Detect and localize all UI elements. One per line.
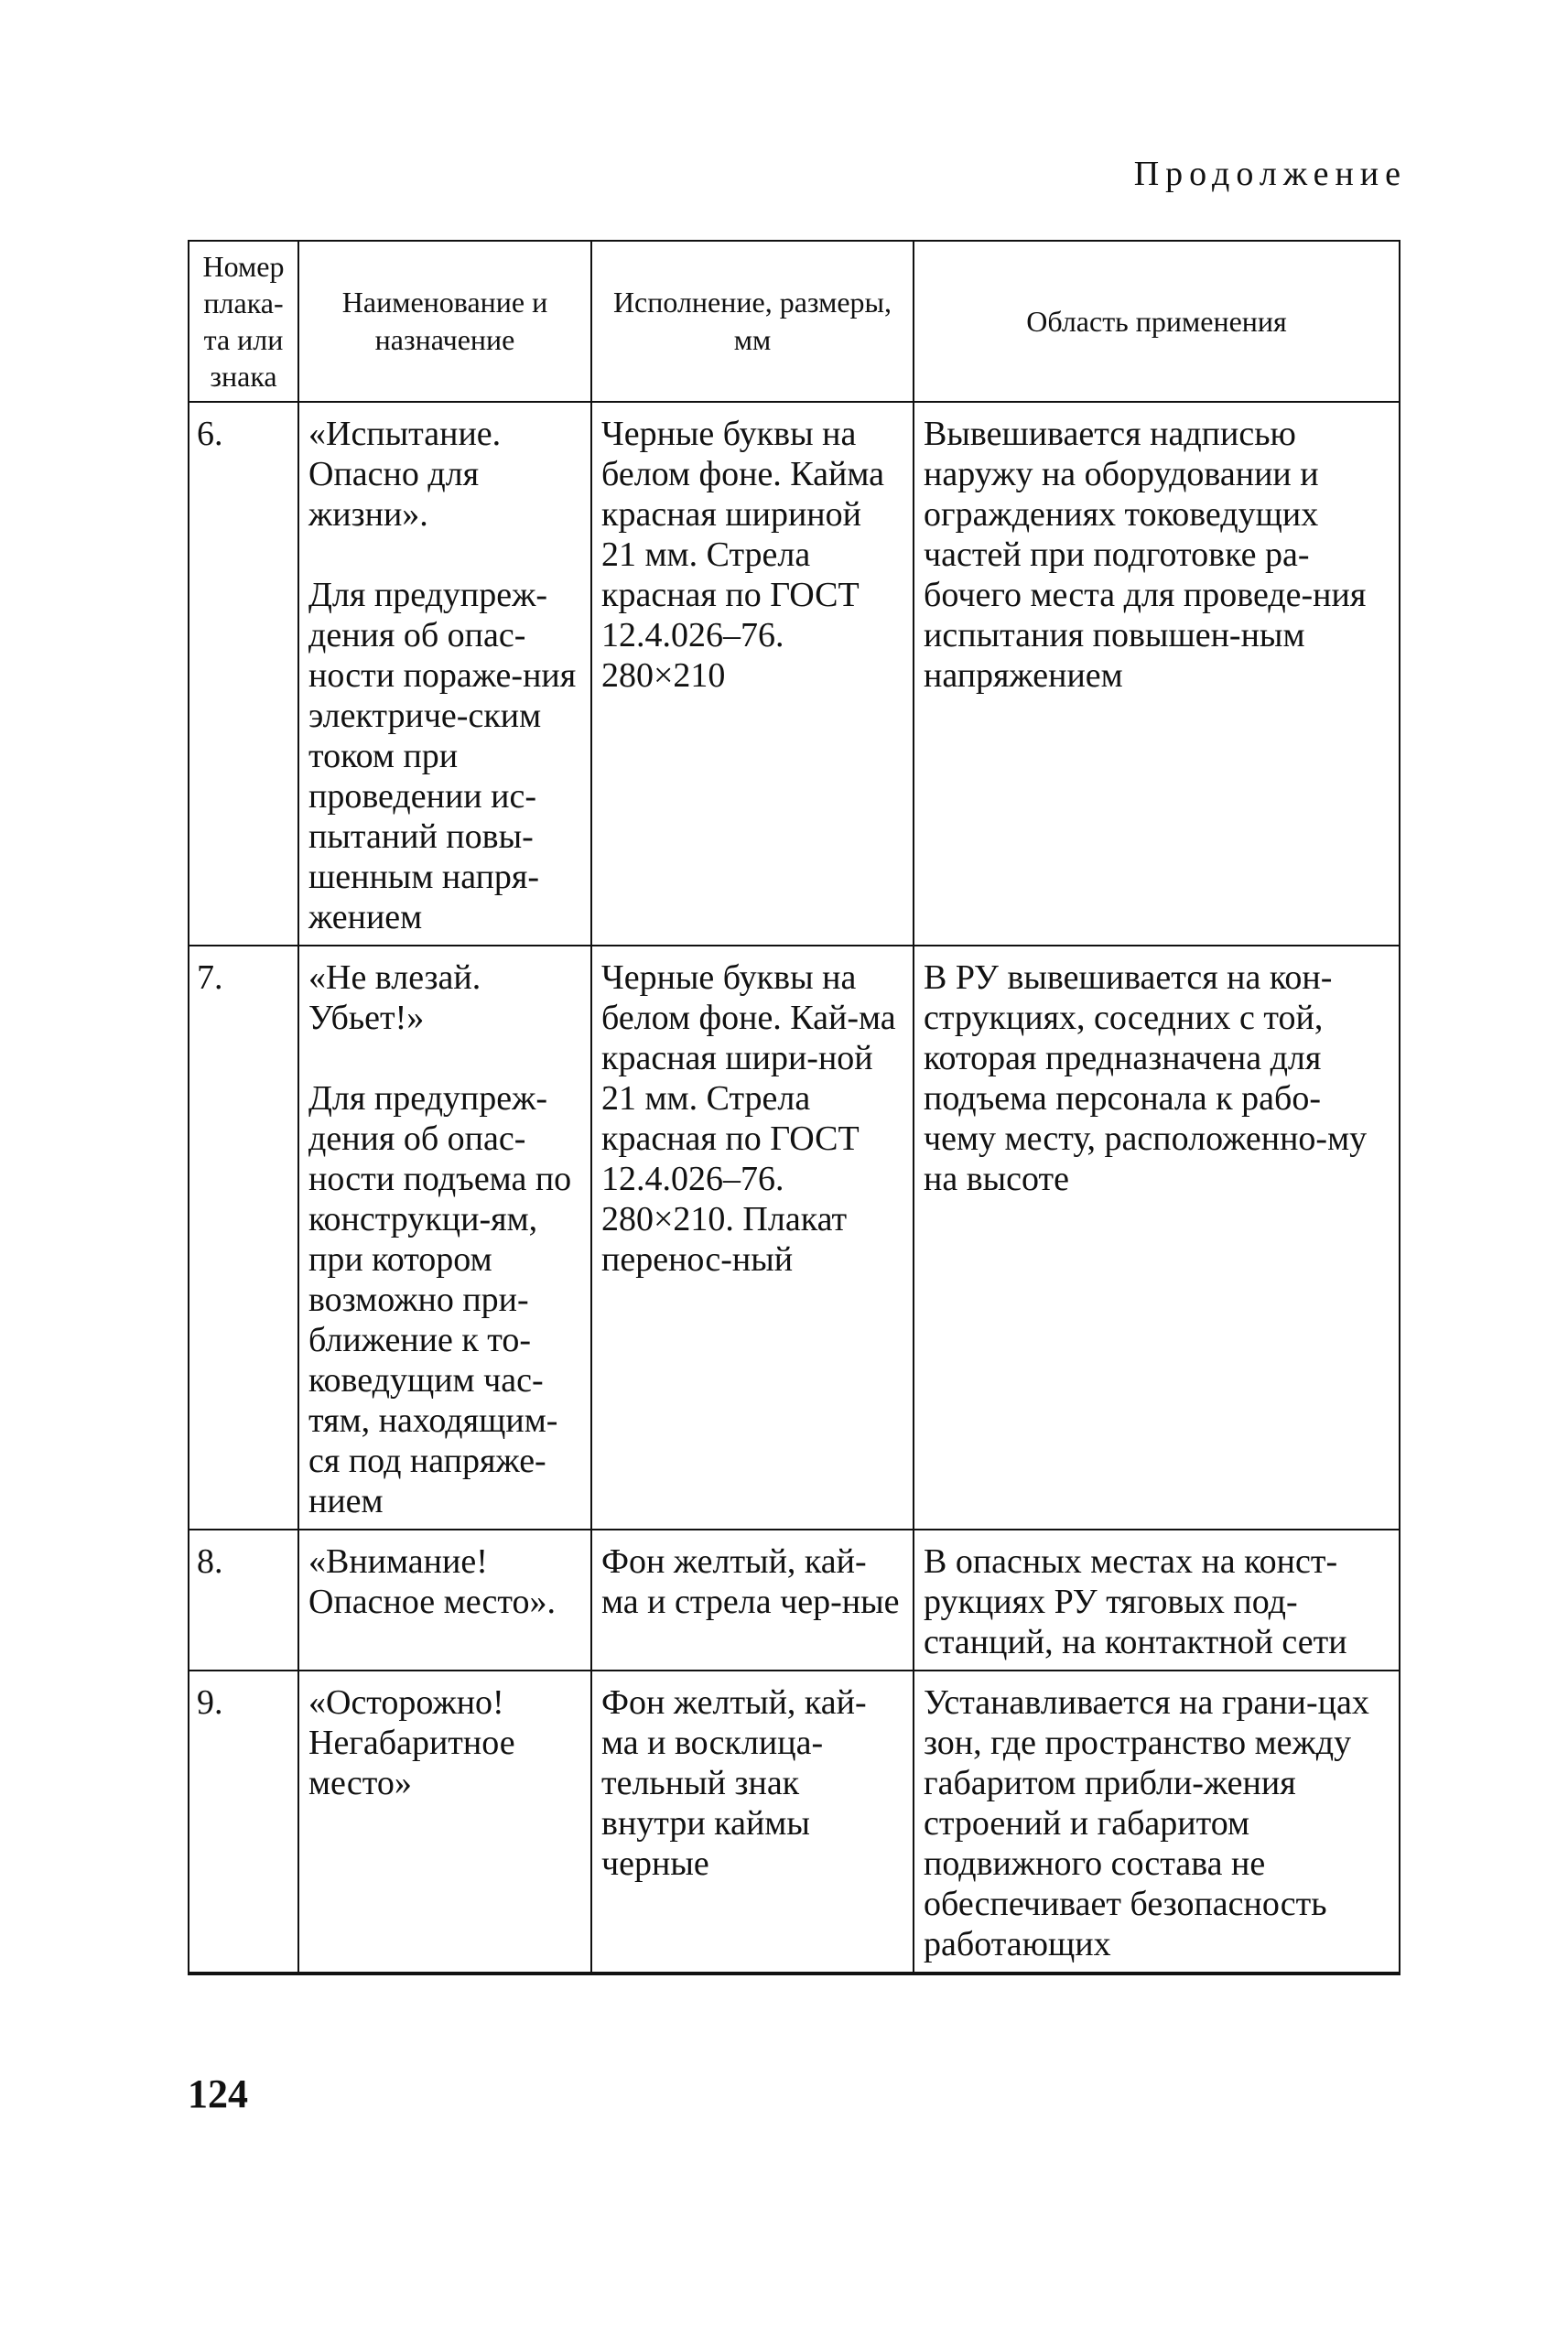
poster-title: «Не влезай. Убьет!» bbox=[308, 958, 481, 1037]
header-number: Номер плака-та или знака bbox=[189, 241, 298, 402]
row-scope: В опасных местах на конст-рукциях РУ тяговых под-станций, на контактной сети bbox=[914, 1530, 1400, 1671]
poster-title: «Испытание. Опасно для жизни». bbox=[308, 415, 502, 534]
header-execution: Исполнение, размеры, мм bbox=[591, 241, 914, 402]
row-execution: Фон желтый, кай-ма и восклица-тельный знак внутри каймы черные bbox=[591, 1671, 914, 1974]
row-scope: В РУ вывешивается на кон-струкциях, соседних с той, которая предназначена для подъема персонала к рабо-чему месту, расположенно-му на высоте bbox=[914, 946, 1400, 1530]
row-name-cell bbox=[298, 946, 591, 1530]
row-number: 8. bbox=[189, 1530, 298, 1671]
row-execution: Фон желтый, кай-ма и стрела чер-ные bbox=[591, 1530, 914, 1671]
row-scope: Устанавливается на грани-цах зон, где пространство между габаритом прибли-жения строений и габаритом подвижного состава не обеспечивает безопасность работающих bbox=[914, 1671, 1400, 1974]
header-scope: Область применения bbox=[914, 241, 1400, 402]
poster-title: «Внимание! Опасное место». bbox=[308, 1542, 557, 1621]
poster-title: «Осторожно! Негабаритное место» bbox=[308, 1683, 515, 1802]
row-number: 6. bbox=[189, 402, 298, 946]
table-row bbox=[189, 1671, 1400, 1974]
row-execution: Черные буквы на белом фоне. Кай-ма красная шири-ной 21 мм. Стрела красная по ГОСТ 12.4.026–76. 280×210. Плакат перенос-ный bbox=[591, 946, 914, 1530]
row-name-cell bbox=[298, 1671, 591, 1974]
row-execution: Черные буквы на белом фоне. Кайма красная шириной 21 мм. Стрела красная по ГОСТ 12.4.026–76. 280×210 bbox=[591, 402, 914, 946]
posters-table bbox=[188, 240, 1400, 1975]
row-number: 7. bbox=[189, 946, 298, 1530]
table-header-row bbox=[189, 241, 1400, 402]
table-row bbox=[189, 946, 1400, 1530]
poster-purpose: Для предупреж-дения об опас-ности пораже-ния электриче-ским током при проведении ис-пытаний повы-шенным напря-жением bbox=[308, 576, 577, 936]
page-number: 124 bbox=[188, 2071, 248, 2116]
row-name-cell bbox=[298, 402, 591, 946]
row-name-cell bbox=[298, 1530, 591, 1671]
row-scope: Вывешивается надписью наружу на оборудовании и ограждениях токоведущих частей при подготовке ра-бочего места для проведе-ния испытания повышен-ным напряжением bbox=[914, 402, 1400, 946]
header-name: Наименование и назначение bbox=[298, 241, 591, 402]
row-number: 9. bbox=[189, 1671, 298, 1974]
continuation-label: Продолжение bbox=[1133, 155, 1407, 193]
table-row bbox=[189, 1530, 1400, 1671]
table-row bbox=[189, 402, 1400, 946]
poster-purpose: Для предупреж-дения об опас-ности подъема по конструкци-ям, при котором возможно при-ближение к то-коведущим час-тям, находящим-ся под напряже-нием bbox=[308, 1079, 572, 1520]
